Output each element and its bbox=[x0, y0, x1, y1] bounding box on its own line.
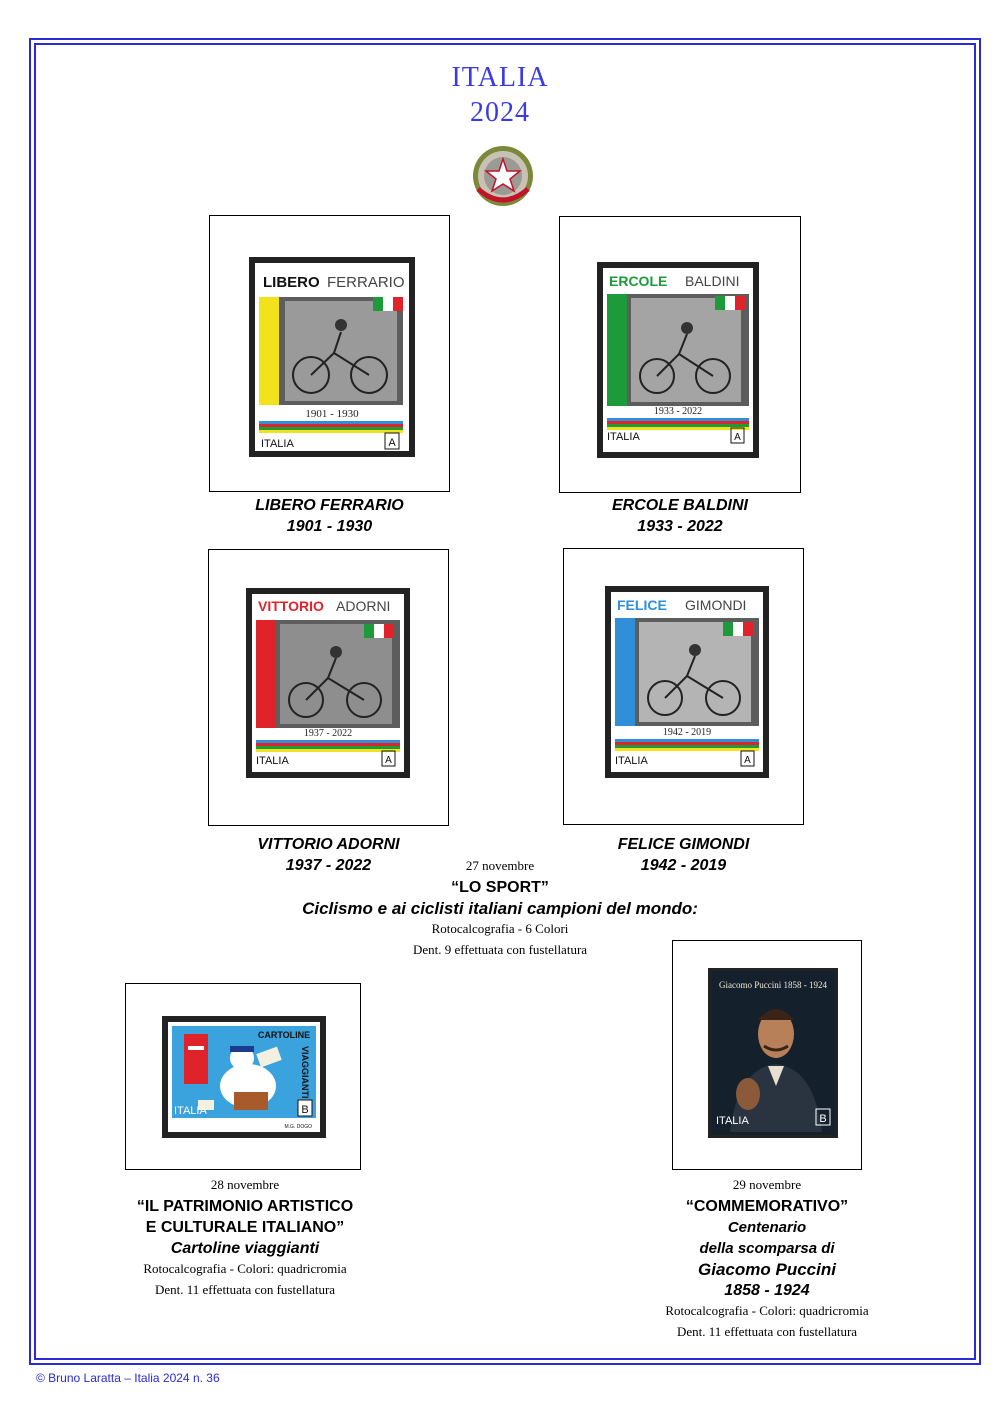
stamp-years: 1937 - 2022 bbox=[303, 728, 353, 739]
puccini-issue-line-3: Giacomo Puccini bbox=[698, 1260, 836, 1279]
stamp-value: A bbox=[744, 755, 751, 766]
stamp-first-name: ERCOLE bbox=[609, 273, 668, 289]
stamp-country: ITALIA bbox=[261, 438, 294, 450]
stamp-value: A bbox=[385, 755, 392, 766]
caption-adorni-years: 1937 - 2022 bbox=[285, 857, 372, 874]
stamp-last-name: BALDINI bbox=[685, 273, 740, 289]
stamp-puccini bbox=[708, 968, 838, 1138]
stamp-first-name: LIBERO bbox=[263, 274, 320, 291]
cartoline-issue-series-2: E CULTURALE ITALIANO” bbox=[145, 1219, 345, 1236]
stamp-value: B bbox=[819, 1113, 827, 1125]
stamp-value: A bbox=[734, 432, 741, 443]
sport-issue-print: Rotocalcografia - 6 Colori bbox=[431, 921, 569, 936]
caption-baldini-name: ERCOLE BALDINI bbox=[612, 497, 748, 514]
stamp-years: 1933 - 2022 bbox=[653, 406, 703, 417]
cartoline-issue-date: 28 novembre bbox=[210, 1177, 280, 1192]
stamp-first-name: FELICE bbox=[617, 597, 667, 613]
stamp-years: 1942 - 2019 bbox=[662, 727, 712, 738]
stamp-last-name: GIMONDI bbox=[685, 597, 747, 613]
puccini-issue-line-4: 1858 - 1924 bbox=[724, 1282, 810, 1299]
page-title: ITALIA bbox=[451, 62, 549, 93]
stamp-years: 1901 - 1930 bbox=[305, 408, 359, 420]
stamp-gimondi bbox=[605, 586, 769, 778]
puccini-issue-date: 29 novembre bbox=[732, 1177, 802, 1192]
footer-copyright: © Bruno Laratta – Italia 2024 n. 36 bbox=[36, 1371, 220, 1385]
sport-issue-subtitle: Ciclismo e ai ciclisti italiani campioni del mondo: bbox=[302, 899, 698, 918]
caption-gimondi-years: 1942 - 2019 bbox=[640, 857, 727, 874]
italian-republic-emblem-icon bbox=[470, 143, 536, 209]
stamp-label-2: VIAGGIANTI bbox=[300, 1046, 310, 1099]
stamp-ferrario bbox=[249, 257, 415, 457]
stamp-cartoline bbox=[162, 1016, 326, 1138]
stamp-first-name: VITTORIO bbox=[258, 598, 324, 614]
stamp-label-1: CARTOLINE bbox=[257, 1030, 311, 1040]
stamp-country: ITALIA bbox=[256, 755, 289, 767]
caption-ferrario-name: LIBERO FERRARIO bbox=[255, 497, 404, 514]
cartoline-issue-perf: Dent. 11 effettuata con fustellatura bbox=[154, 1282, 336, 1297]
stamp-value: A bbox=[388, 437, 396, 449]
stamp-header: Giacomo Puccini 1858 - 1924 bbox=[719, 980, 827, 990]
stamp-country: ITALIA bbox=[174, 1105, 207, 1117]
puccini-issue-line-2: della scomparsa di bbox=[699, 1240, 835, 1257]
stamp-country: ITALIA bbox=[615, 755, 648, 767]
stamp-adorni bbox=[246, 588, 410, 778]
stamp-value: B bbox=[301, 1104, 309, 1116]
cartoline-issue-series-1: “IL PATRIMONIO ARTISTICO bbox=[136, 1198, 354, 1215]
puccini-issue-perf: Dent. 11 effettuata con fustellatura bbox=[676, 1324, 858, 1339]
stamp-country: ITALIA bbox=[716, 1115, 749, 1127]
caption-adorni-name: VITTORIO ADORNI bbox=[257, 836, 400, 853]
puccini-issue-series: “COMMEMORATIVO” bbox=[685, 1198, 849, 1215]
cartoline-issue-subtitle: Cartoline viaggianti bbox=[170, 1240, 320, 1257]
sport-issue-perf: Dent. 9 effettuata con fustellatura bbox=[412, 942, 588, 957]
puccini-issue-line-1: Centenario bbox=[727, 1219, 807, 1236]
cartoline-issue-print: Rotocalcografia - Colori: quadricromia bbox=[143, 1261, 347, 1276]
puccini-issue-print: Rotocalcografia - Colori: quadricromia bbox=[665, 1303, 869, 1318]
stamp-last-name: ADORNI bbox=[336, 598, 391, 614]
page-year: 2024 bbox=[470, 97, 530, 128]
stamp-designer: M.G. DOGO bbox=[284, 1124, 312, 1130]
caption-baldini-years: 1933 - 2022 bbox=[637, 518, 723, 535]
stamp-baldini bbox=[597, 262, 759, 458]
sport-issue-series: “LO SPORT” bbox=[451, 879, 549, 896]
sport-issue-date: 27 novembre bbox=[465, 858, 535, 873]
caption-ferrario-years: 1901 - 1930 bbox=[286, 518, 373, 535]
stamp-last-name: FERRARIO bbox=[327, 274, 405, 291]
caption-gimondi-name: FELICE GIMONDI bbox=[617, 836, 750, 853]
stamp-country: ITALIA bbox=[607, 431, 640, 443]
